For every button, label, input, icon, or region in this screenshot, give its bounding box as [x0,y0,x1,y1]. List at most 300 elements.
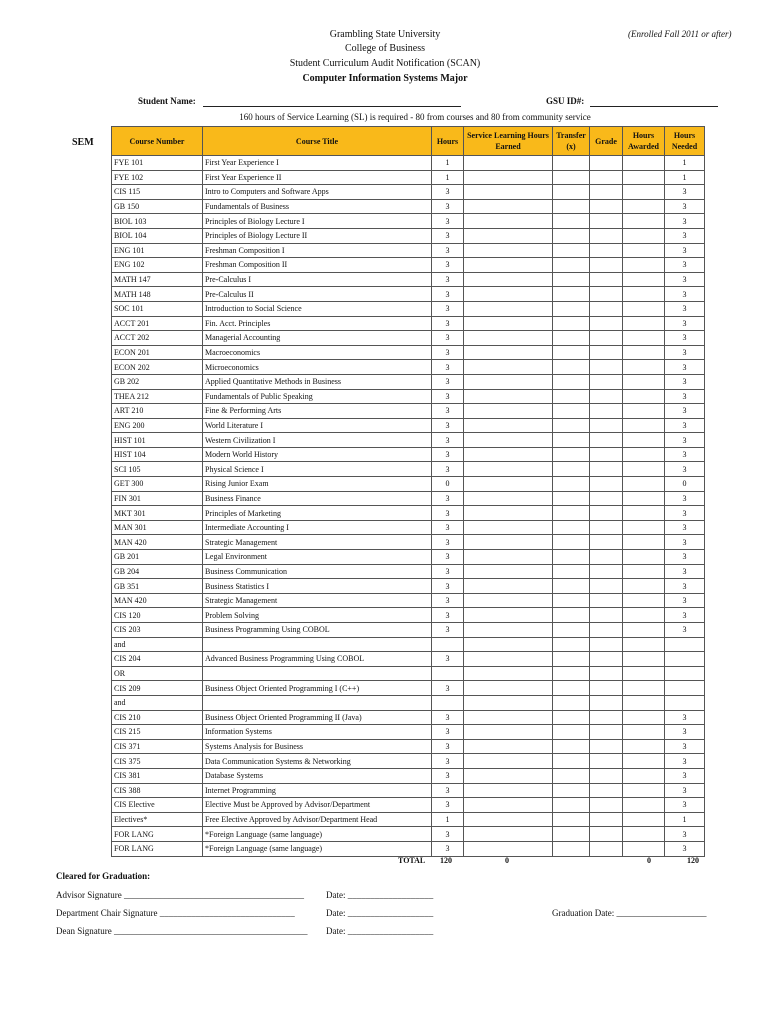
course-number: MATH 148 [112,287,203,302]
course-hours: 3 [432,243,464,258]
dean-signature[interactable]: Dean Signature ___________________________________________ [56,926,308,936]
hours-awarded-cell[interactable] [623,812,665,827]
transfer-cell[interactable] [553,462,590,477]
hours-awarded-cell[interactable] [623,301,665,316]
hours-needed: 3 [665,783,705,798]
grade-cell[interactable] [590,156,623,171]
sl-hours-cell[interactable] [464,725,553,740]
grade-cell[interactable] [590,695,623,710]
grade-cell[interactable] [590,345,623,360]
course-title: Rising Junior Exam [203,477,432,492]
transfer-cell[interactable] [553,579,590,594]
hours-awarded-cell[interactable] [623,652,665,667]
course-number: FOR LANG [112,827,203,842]
hours-awarded-cell[interactable] [623,608,665,623]
transfer-cell[interactable] [553,652,590,667]
sl-hours-cell[interactable] [464,637,553,652]
course-hours: 3 [432,710,464,725]
sl-hours-cell[interactable] [464,331,553,346]
course-hours: 3 [432,331,464,346]
hours-awarded-cell[interactable] [623,841,665,856]
course-number: FYE 102 [112,170,203,185]
sl-hours-cell[interactable] [464,535,553,550]
transfer-cell[interactable] [553,301,590,316]
grade-cell[interactable] [590,331,623,346]
transfer-cell[interactable] [553,725,590,740]
course-title: Principles of Marketing [203,506,432,521]
sl-hours-cell[interactable] [464,710,553,725]
hours-awarded-cell[interactable] [623,783,665,798]
transfer-cell[interactable] [553,754,590,769]
grade-cell[interactable] [590,666,623,681]
hours-needed: 3 [665,739,705,754]
hours-awarded-cell[interactable] [623,418,665,433]
sl-hours-cell[interactable] [464,623,553,638]
sl-hours-cell[interactable] [464,418,553,433]
table-row [112,652,705,667]
table-row [112,768,705,783]
course-number: ACCT 201 [112,316,203,331]
course-hours: 1 [432,170,464,185]
course-number: FIN 301 [112,491,203,506]
sl-hours-cell[interactable] [464,695,553,710]
sl-hours-cell[interactable] [464,156,553,171]
sl-hours-cell[interactable] [464,739,553,754]
course-title: Freshman Composition II [203,258,432,273]
hours-awarded-cell[interactable] [623,768,665,783]
sl-hours-cell[interactable] [464,827,553,842]
hours-awarded-cell[interactable] [623,447,665,462]
grade-cell[interactable] [590,754,623,769]
table-row [112,418,705,433]
grade-cell[interactable] [590,199,623,214]
course-number: ENG 200 [112,418,203,433]
course-hours: 3 [432,214,464,229]
hours-awarded-cell[interactable] [623,214,665,229]
course-hours: 3 [432,360,464,375]
grade-cell[interactable] [590,520,623,535]
course-hours [432,695,464,710]
transfer-cell[interactable] [553,316,590,331]
transfer-cell[interactable] [553,374,590,389]
table-row [112,243,705,258]
table-row [112,272,705,287]
hours-needed [665,681,705,696]
grade-cell[interactable] [590,550,623,565]
transfer-cell[interactable] [553,199,590,214]
course-title: Principles of Biology Lecture I [203,214,432,229]
graduation-date[interactable]: Graduation Date: ____________________ [552,908,707,918]
hours-awarded-cell[interactable] [623,564,665,579]
grade-cell[interactable] [590,374,623,389]
major-title: Computer Information Systems Major [302,73,468,84]
col-grade: Grade [590,127,623,156]
hours-awarded-cell[interactable] [623,681,665,696]
hours-needed: 3 [665,374,705,389]
sl-hours-cell[interactable] [464,754,553,769]
table-row [112,228,705,243]
grade-cell[interactable] [590,462,623,477]
grade-cell[interactable] [590,214,623,229]
hours-awarded-cell[interactable] [623,535,665,550]
course-title: Problem Solving [203,608,432,623]
col-transfer: Transfer (x) [553,127,590,156]
grade-cell[interactable] [590,783,623,798]
hours-awarded-cell[interactable] [623,725,665,740]
hours-awarded-cell[interactable] [623,287,665,302]
grade-cell[interactable] [590,681,623,696]
sl-hours-cell[interactable] [464,550,553,565]
hours-needed [665,666,705,681]
sl-hours-cell[interactable] [464,841,553,856]
transfer-cell[interactable] [553,506,590,521]
total-hours: 120 [440,856,452,865]
course-title: Information Systems [203,725,432,740]
service-learning-note: 160 hours of Service Learning (SL) is required - 80 from courses and 80 from community service [239,112,591,122]
transfer-cell[interactable] [553,228,590,243]
transfer-cell[interactable] [553,258,590,273]
table-row [112,841,705,856]
form-title: Student Curriculum Audit Notification (SCAN) [289,58,481,69]
hours-awarded-cell[interactable] [623,491,665,506]
sl-hours-cell[interactable] [464,345,553,360]
course-hours: 3 [432,462,464,477]
hours-awarded-cell[interactable] [623,477,665,492]
grade-cell[interactable] [590,535,623,550]
transfer-cell[interactable] [553,287,590,302]
course-number: HIST 101 [112,433,203,448]
grade-cell[interactable] [590,710,623,725]
transfer-cell[interactable] [553,535,590,550]
hours-awarded-cell[interactable] [623,228,665,243]
transfer-cell[interactable] [553,710,590,725]
transfer-cell[interactable] [553,608,590,623]
course-title [203,666,432,681]
transfer-cell[interactable] [553,477,590,492]
hours-awarded-cell[interactable] [623,360,665,375]
table-row [112,491,705,506]
grade-cell[interactable] [590,827,623,842]
transfer-cell[interactable] [553,666,590,681]
col-course-title: Course Title [203,127,432,156]
course-hours: 3 [432,652,464,667]
grade-cell[interactable] [590,433,623,448]
course-number: and [112,695,203,710]
table-row [112,725,705,740]
hours-awarded-cell[interactable] [623,433,665,448]
course-title: Microeconomics [203,360,432,375]
transfer-cell[interactable] [553,345,590,360]
table-row [112,579,705,594]
advisor-date[interactable]: Date: ___________________ [326,890,434,900]
grade-cell[interactable] [590,360,623,375]
sl-hours-cell[interactable] [464,404,553,419]
hours-needed: 3 [665,360,705,375]
gsu-id-field[interactable] [590,106,718,107]
sl-hours-cell[interactable] [464,812,553,827]
course-number: SCI 105 [112,462,203,477]
sl-hours-cell[interactable] [464,666,553,681]
course-hours: 3 [432,725,464,740]
grade-cell[interactable] [590,258,623,273]
grade-cell[interactable] [590,243,623,258]
transfer-cell[interactable] [553,185,590,200]
sl-hours-cell[interactable] [464,301,553,316]
sl-hours-cell[interactable] [464,447,553,462]
grade-cell[interactable] [590,491,623,506]
course-number: MAN 301 [112,520,203,535]
chair-signature[interactable]: Department Chair Signature ______________________________ [56,908,295,918]
grade-cell[interactable] [590,593,623,608]
grade-cell[interactable] [590,768,623,783]
hours-needed: 3 [665,199,705,214]
hours-needed: 3 [665,287,705,302]
sl-hours-cell[interactable] [464,652,553,667]
transfer-cell[interactable] [553,841,590,856]
sl-hours-cell[interactable] [464,783,553,798]
course-number: CIS 375 [112,754,203,769]
grade-cell[interactable] [590,301,623,316]
hours-needed: 3 [665,258,705,273]
grade-cell[interactable] [590,185,623,200]
course-hours: 3 [432,447,464,462]
transfer-cell[interactable] [553,272,590,287]
transfer-cell[interactable] [553,623,590,638]
grade-cell[interactable] [590,608,623,623]
course-hours: 3 [432,520,464,535]
table-row [112,739,705,754]
transfer-cell[interactable] [553,812,590,827]
hours-awarded-cell[interactable] [623,593,665,608]
grade-cell[interactable] [590,652,623,667]
sl-hours-cell[interactable] [464,462,553,477]
table-row [112,783,705,798]
transfer-cell[interactable] [553,156,590,171]
sl-hours-cell[interactable] [464,199,553,214]
sl-hours-cell[interactable] [464,185,553,200]
sl-hours-cell[interactable] [464,520,553,535]
table-header [112,127,705,156]
sl-hours-cell[interactable] [464,768,553,783]
course-number: CIS 388 [112,783,203,798]
course-hours: 3 [432,287,464,302]
course-number: GB 202 [112,374,203,389]
hours-awarded-cell[interactable] [623,199,665,214]
col-hours: Hours [432,127,464,156]
hours-awarded-cell[interactable] [623,331,665,346]
grade-cell[interactable] [590,272,623,287]
table-row [112,608,705,623]
advisor-signature[interactable]: Advisor Signature ________________________________________ [56,890,304,900]
sl-hours-cell[interactable] [464,681,553,696]
hours-awarded-cell[interactable] [623,550,665,565]
grade-cell[interactable] [590,564,623,579]
grade-cell[interactable] [590,812,623,827]
sl-hours-cell[interactable] [464,389,553,404]
sl-hours-cell[interactable] [464,360,553,375]
course-number: ACCT 202 [112,331,203,346]
transfer-cell[interactable] [553,447,590,462]
hours-awarded-cell[interactable] [623,462,665,477]
transfer-cell[interactable] [553,550,590,565]
grade-cell[interactable] [590,418,623,433]
sl-hours-cell[interactable] [464,258,553,273]
course-title: Business Statistics I [203,579,432,594]
table-row [112,447,705,462]
course-number: CIS 210 [112,710,203,725]
hours-needed: 3 [665,535,705,550]
grade-cell[interactable] [590,506,623,521]
hours-awarded-cell[interactable] [623,520,665,535]
grade-cell[interactable] [590,623,623,638]
transfer-cell[interactable] [553,389,590,404]
course-number: GB 351 [112,579,203,594]
hours-awarded-cell[interactable] [623,695,665,710]
transfer-cell[interactable] [553,783,590,798]
sl-hours-cell[interactable] [464,214,553,229]
course-number: CIS 371 [112,739,203,754]
hours-needed: 3 [665,389,705,404]
grade-cell[interactable] [590,404,623,419]
transfer-cell[interactable] [553,433,590,448]
hours-awarded-cell[interactable] [623,666,665,681]
sl-hours-cell[interactable] [464,228,553,243]
grade-cell[interactable] [590,739,623,754]
grade-cell[interactable] [590,228,623,243]
sl-hours-cell[interactable] [464,477,553,492]
transfer-cell[interactable] [553,695,590,710]
transfer-cell[interactable] [553,170,590,185]
hours-awarded-cell[interactable] [623,710,665,725]
hours-awarded-cell[interactable] [623,170,665,185]
course-title: World Literature I [203,418,432,433]
hours-awarded-cell[interactable] [623,506,665,521]
sl-hours-cell[interactable] [464,564,553,579]
transfer-cell[interactable] [553,798,590,813]
grade-cell[interactable] [590,579,623,594]
sl-hours-cell[interactable] [464,433,553,448]
grade-cell[interactable] [590,287,623,302]
transfer-cell[interactable] [553,681,590,696]
course-hours: 3 [432,739,464,754]
curriculum-table [111,126,705,857]
transfer-cell[interactable] [553,827,590,842]
table-row [112,374,705,389]
dean-date[interactable]: Date: ___________________ [326,926,434,936]
hours-awarded-cell[interactable] [623,827,665,842]
hours-awarded-cell[interactable] [623,623,665,638]
grade-cell[interactable] [590,316,623,331]
course-title: Strategic Management [203,535,432,550]
transfer-cell[interactable] [553,637,590,652]
hours-awarded-cell[interactable] [623,374,665,389]
grade-cell[interactable] [590,841,623,856]
hours-needed: 3 [665,214,705,229]
grade-cell[interactable] [590,170,623,185]
hours-awarded-cell[interactable] [623,389,665,404]
transfer-cell[interactable] [553,564,590,579]
grade-cell[interactable] [590,447,623,462]
student-name-field[interactable] [203,106,461,107]
course-number: GB 201 [112,550,203,565]
hours-awarded-cell[interactable] [623,258,665,273]
sl-hours-cell[interactable] [464,579,553,594]
hours-awarded-cell[interactable] [623,579,665,594]
transfer-cell[interactable] [553,418,590,433]
grade-cell[interactable] [590,389,623,404]
hours-awarded-cell[interactable] [623,739,665,754]
transfer-cell[interactable] [553,491,590,506]
grade-cell[interactable] [590,798,623,813]
course-number: CIS 120 [112,608,203,623]
course-hours: 3 [432,199,464,214]
hours-needed: 3 [665,185,705,200]
course-hours: 3 [432,316,464,331]
transfer-cell[interactable] [553,739,590,754]
transfer-cell[interactable] [553,593,590,608]
hours-awarded-cell[interactable] [623,637,665,652]
course-title: Data Communication Systems & Networking [203,754,432,769]
course-hours: 3 [432,491,464,506]
transfer-cell[interactable] [553,243,590,258]
hours-awarded-cell[interactable] [623,404,665,419]
course-hours: 3 [432,301,464,316]
sl-hours-cell[interactable] [464,608,553,623]
hours-awarded-cell[interactable] [623,798,665,813]
course-number: ECON 201 [112,345,203,360]
sl-hours-cell[interactable] [464,272,553,287]
hours-needed: 3 [665,491,705,506]
grade-cell[interactable] [590,477,623,492]
hours-awarded-cell[interactable] [623,272,665,287]
sl-hours-cell[interactable] [464,798,553,813]
sl-hours-cell[interactable] [464,374,553,389]
grade-cell[interactable] [590,637,623,652]
table-row [112,287,705,302]
transfer-cell[interactable] [553,331,590,346]
hours-needed: 3 [665,331,705,346]
transfer-cell[interactable] [553,520,590,535]
table-row [112,681,705,696]
sl-hours-cell[interactable] [464,243,553,258]
sl-hours-cell[interactable] [464,287,553,302]
transfer-cell[interactable] [553,404,590,419]
chair-date[interactable]: Date: ___________________ [326,908,434,918]
transfer-cell[interactable] [553,768,590,783]
hours-awarded-cell[interactable] [623,243,665,258]
hours-needed: 3 [665,345,705,360]
sl-hours-cell[interactable] [464,170,553,185]
transfer-cell[interactable] [553,360,590,375]
hours-awarded-cell[interactable] [623,345,665,360]
sl-hours-cell[interactable] [464,491,553,506]
sl-hours-cell[interactable] [464,506,553,521]
course-number: BIOL 103 [112,214,203,229]
hours-awarded-cell[interactable] [623,316,665,331]
table-row [112,550,705,565]
transfer-cell[interactable] [553,214,590,229]
hours-awarded-cell[interactable] [623,754,665,769]
sl-hours-cell[interactable] [464,316,553,331]
sl-hours-cell[interactable] [464,593,553,608]
hours-needed: 3 [665,710,705,725]
course-title [203,637,432,652]
grade-cell[interactable] [590,725,623,740]
hours-awarded-cell[interactable] [623,185,665,200]
table-row [112,404,705,419]
course-title: Managerial Accounting [203,331,432,346]
hours-awarded-cell[interactable] [623,156,665,171]
